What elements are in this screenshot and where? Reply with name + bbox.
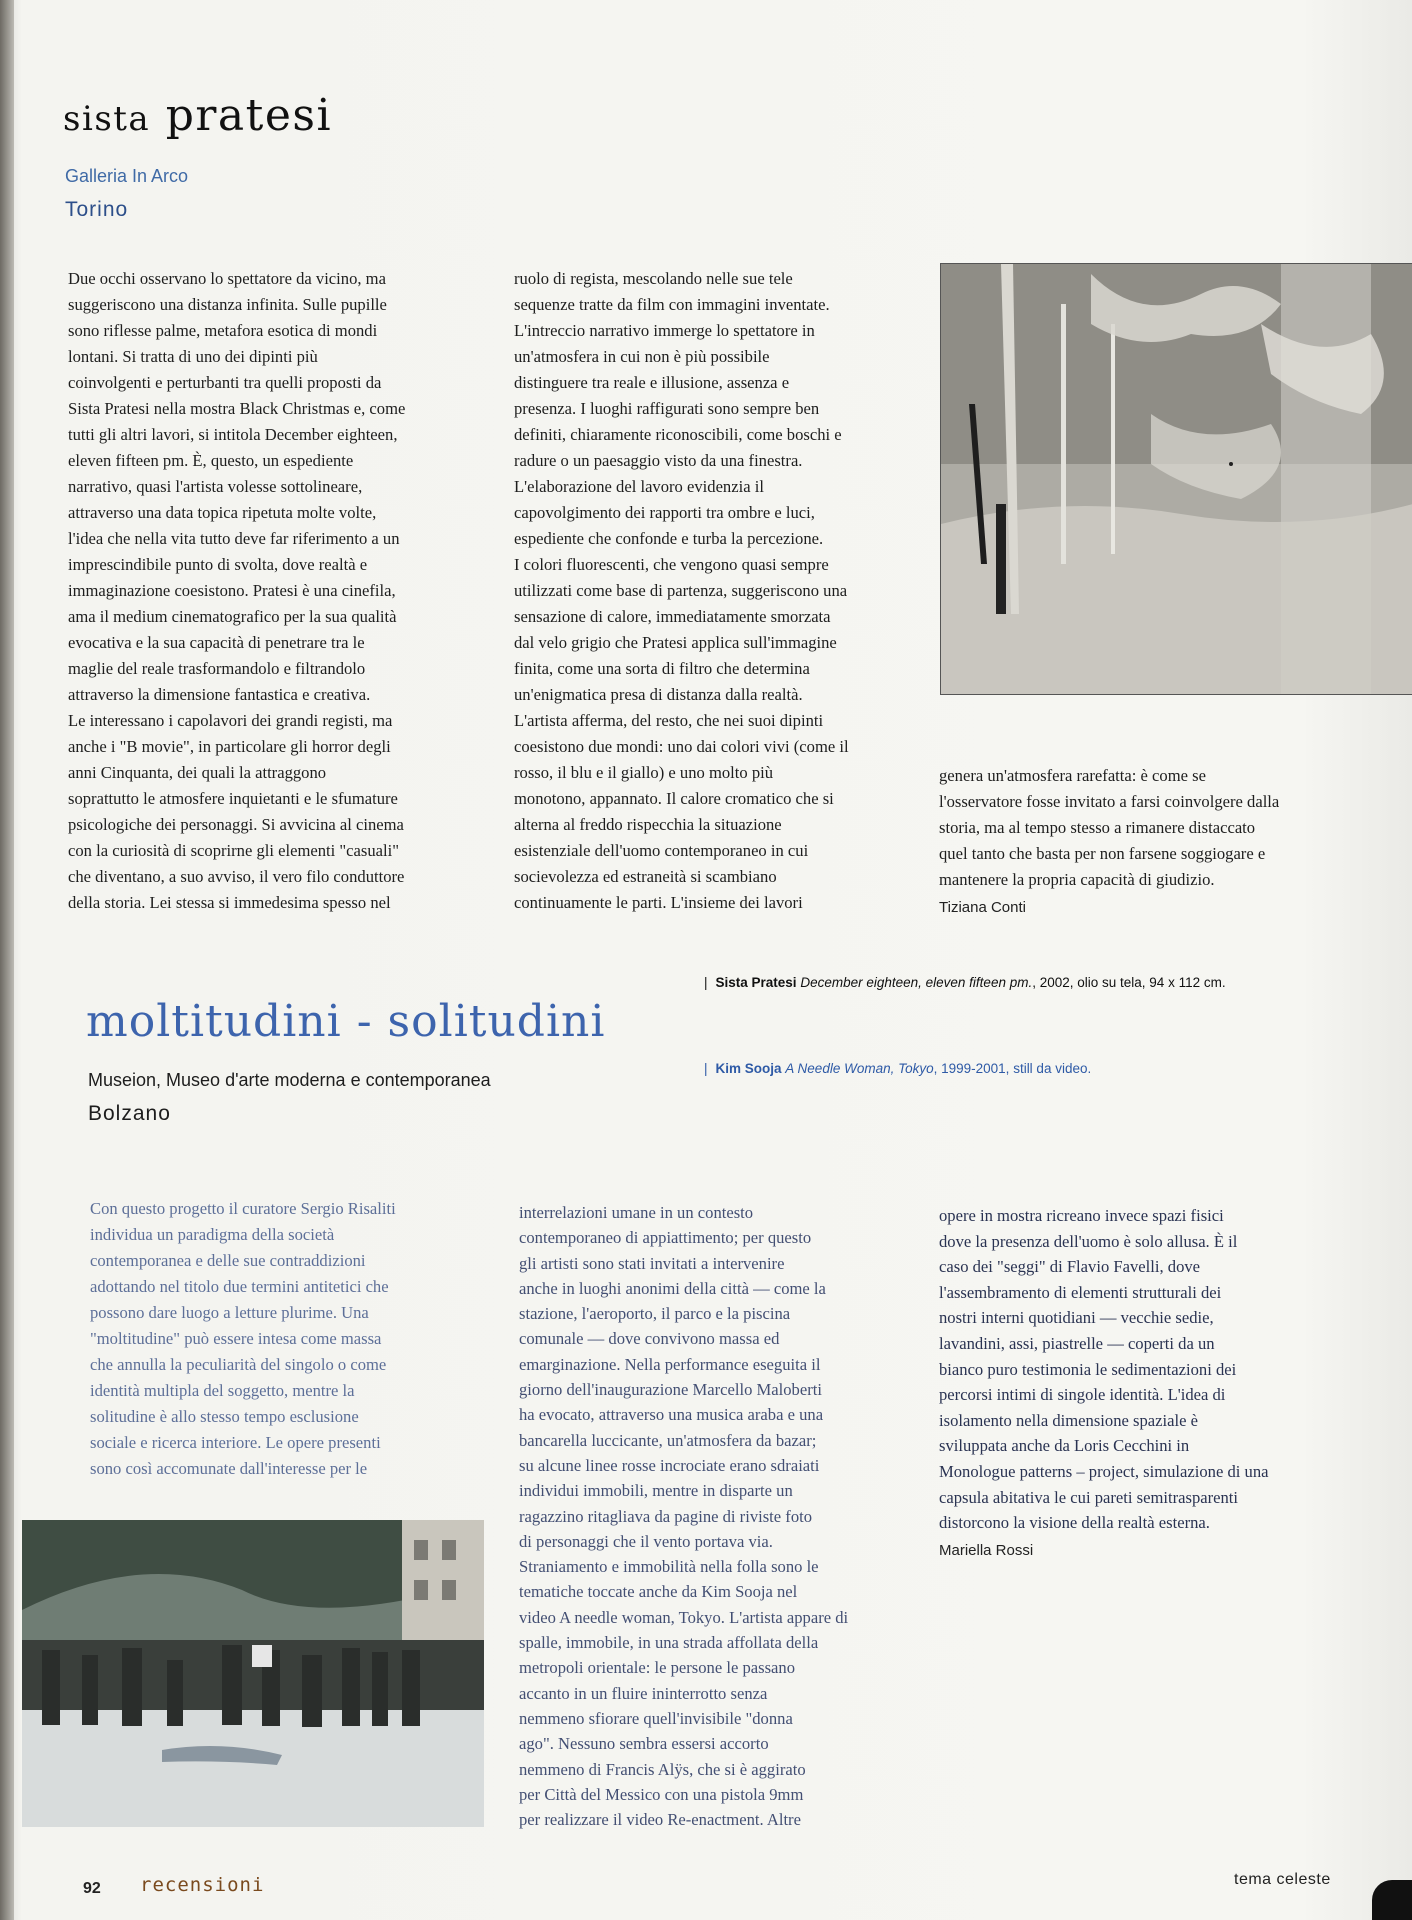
text-line: sensazione di calore, immediatamente smorzata	[514, 607, 831, 626]
text-line: distinguere tra reale e illusione, assenza e	[514, 373, 790, 392]
article2-image-caption	[704, 1061, 1091, 1076]
text-line: nemmeno di Francis Alÿs, che si è aggirato	[519, 1759, 806, 1779]
text-line: interrelazioni umane in un contesto	[519, 1203, 754, 1222]
text-line: che diventano, a suo avviso, il vero filo conduttore	[68, 867, 405, 886]
text-line: monotono, appannato. Il calore cromatico che si	[514, 789, 834, 808]
text-line: ragazzino ritagliava da pagine di riviste foto	[519, 1506, 813, 1526]
text-line: su alcune linee rosse incrociate erano sdraiati	[519, 1455, 820, 1475]
text-line: dove la presenza dell'uomo è solo allusa. È il	[939, 1231, 1238, 1251]
text-line: Straniamento e immobilità nella folla sono le	[519, 1557, 819, 1577]
text-line: Sista Pratesi nella mostra Black Christmas e, come	[68, 399, 406, 418]
text-line: radure o un paesaggio visto da una finestra.	[514, 451, 803, 470]
text-line: video A needle woman, Tokyo. L'artista appare di	[519, 1607, 849, 1627]
text-line: di personaggi che il vento portava via.	[519, 1531, 773, 1551]
text-line: coesistono due mondi: uno dai colori vivi (come il	[514, 737, 849, 756]
article1-author: Tiziana Conti	[939, 899, 1026, 916]
text-line: Con questo progetto il curatore Sergio Risaliti	[90, 1199, 396, 1218]
page-spine-shadow	[0, 0, 14, 1920]
text-line: finita, come una sorta di filtro che determina	[514, 659, 810, 678]
article1-column-1	[68, 266, 480, 916]
text-line: espediente che confonde e turba la percezione.	[514, 529, 824, 548]
text-line: possono dare luogo a letture plurime. Una	[90, 1303, 369, 1322]
text-line: anche in luoghi anonimi della città — come la	[519, 1278, 826, 1298]
text-line: metropoli orientale: le persone le passano	[519, 1658, 796, 1678]
text-line: "moltitudine" può essere intesa come massa	[90, 1329, 382, 1348]
text-line: stazione, l'aeroporto, il parco e la piscina	[519, 1304, 791, 1324]
text-line: alterna al freddo rispecchia la situazione	[514, 815, 782, 834]
article2-title: moltitudini - solitudini	[86, 996, 606, 1047]
article1-column-2	[514, 266, 906, 916]
text-line: percorsi intimi di singole identità. L'idea di	[939, 1385, 1226, 1405]
caption-artist: Sista Pratesi	[715, 975, 797, 990]
caption-details: , 2002, olio su tela, 94 x 112 cm.	[1032, 975, 1226, 990]
text-line: anche i "B movie", in particolare gli horror degli	[68, 737, 391, 756]
text-line: nostri interni quotidiani — vecchie sedie,	[939, 1308, 1214, 1328]
text-line: per Città del Messico con una pistola 9mm	[519, 1784, 804, 1804]
text-line: identità multipla del soggetto, mentre la	[90, 1381, 355, 1400]
text-line: l'osservatore fosse invitato a farsi coinvolgere dalla	[939, 792, 1280, 811]
text-line: accanto in un fluire ininterrotto senza	[519, 1683, 768, 1703]
article1-title	[63, 90, 332, 141]
text-line: opere in mostra ricreano invece spazi fisici	[939, 1206, 1224, 1225]
text-line: sono riflesse palme, metafora esotica di mondi	[68, 321, 378, 340]
text-line: definiti, chiaramente riconoscibili, come boschi e	[514, 425, 842, 444]
text-line: mantenere la propria capacità di giudizio.	[939, 870, 1215, 889]
article1-column-3	[939, 763, 1349, 921]
caption-work-title: December eighteen, eleven fifteen pm.	[800, 975, 1033, 990]
text-line: narrativo, quasi l'artista volesse sottolineare,	[68, 477, 363, 496]
text-line: caso dei "seggi" di Flavio Favelli, dove	[939, 1257, 1201, 1277]
article1-city: Torino	[65, 198, 129, 221]
text-line: giorno dell'inaugurazione Marcello Maloberti	[519, 1380, 822, 1400]
text-line: rosso, il blu e il giallo) e uno molto più	[514, 763, 774, 782]
text-line: evocativa e la sua capacità di penetrare tra le	[68, 633, 365, 652]
text-line: Due occhi osservano lo spettatore da vicino, ma	[68, 269, 386, 288]
text-line: bancarella luccicante, un'atmosfera da bazar;	[519, 1430, 817, 1450]
article2-column-1	[90, 1196, 485, 1482]
text-line: dal velo grigio che Pratesi applica sull'immagine	[514, 633, 837, 652]
magazine-name: tema celeste	[1234, 1871, 1331, 1888]
crowd-photo-illustration	[22, 1520, 484, 1827]
article2-city: Bolzano	[88, 1102, 171, 1125]
text-line: capsula abitativa le cui pareti semitrasparenti	[939, 1487, 1239, 1507]
text-line: un'atmosfera in cui non è più possibile	[514, 347, 770, 366]
text-line: individui immobili, mentre in disparte un	[519, 1481, 793, 1501]
performance-photo	[22, 1520, 484, 1827]
text-line: storia, ma al tempo stesso a rimanere distaccato	[939, 818, 1256, 837]
caption-details: , 1999-2001, still da video.	[933, 1061, 1092, 1076]
text-line: sono così accomunate dall'interesse per le	[90, 1459, 368, 1478]
forest-illustration	[941, 264, 1412, 694]
text-line: socievolezza ed estraneità si scambiano	[514, 867, 777, 886]
corner-tab-shape	[1372, 1880, 1412, 1920]
text-line: L'intreccio narrativo immerge lo spettatore in	[514, 321, 815, 340]
text-line: l'assembramento di elementi strutturali dei	[939, 1282, 1222, 1302]
caption-work-title: A Needle Woman, Tokyo	[785, 1061, 934, 1076]
text-line: Le interessano i capolavori dei grandi registi, ma	[68, 711, 393, 730]
article1-title-last: pratesi	[165, 90, 333, 141]
text-line: psicologiche dei personaggi. Si avvicina al cinema	[68, 815, 404, 834]
text-line: bianco puro testimonia le sedimentazioni dei	[939, 1359, 1237, 1379]
article1-title-first: sista	[63, 99, 151, 139]
text-line: presenza. I luoghi raffigurati sono sempre ben	[514, 399, 820, 418]
article2-author: Mariella Rossi	[939, 1541, 1034, 1559]
text-line: lontani. Si tratta di uno dei dipinti più	[68, 347, 318, 366]
text-line: ago". Nessuno sembra essersi accorto	[519, 1734, 769, 1754]
text-line: tematiche toccate anche da Kim Sooja nel	[519, 1582, 798, 1602]
text-line: emarginazione. Nella performance eseguita il	[519, 1354, 821, 1374]
text-line: suggeriscono una distanza infinita. Sulle pupille	[68, 295, 387, 314]
caption-artist: Kim Sooja	[715, 1061, 782, 1076]
text-line: nemmeno sfiorare quell'invisibile "donna	[519, 1708, 793, 1728]
caption-bar: |	[704, 975, 708, 990]
text-line: continuamente le parti. L'insieme dei lavori	[514, 893, 803, 912]
text-line: contemporaneo di appiattimento; per questo	[519, 1228, 812, 1248]
text-line: adottando nel titolo due termini antitetici che	[90, 1277, 389, 1296]
text-line: L'elaborazione del lavoro evidenzia il	[514, 477, 764, 496]
text-line: sviluppata anche da Loris Cecchini in	[939, 1436, 1190, 1456]
text-line: contemporanea e delle sue contraddizioni	[90, 1251, 366, 1270]
text-line: eleven fifteen pm. È, questo, un espediente	[68, 451, 354, 470]
article2-column-3	[939, 1203, 1349, 1563]
text-line: distorcono la visione della realtà esterna.	[939, 1513, 1210, 1533]
article2-venue: Museion, Museo d'arte moderna e contemporanea	[88, 1070, 491, 1090]
article2-column-2	[519, 1200, 911, 1832]
article1-image-caption	[704, 975, 1226, 990]
text-line: anni Cinquanta, dei quali la attraggono	[68, 763, 327, 782]
text-line: l'idea che nella vita tutto deve far riferimento a un	[68, 529, 400, 548]
text-line: ha evocato, attraverso una musica araba e una	[519, 1405, 824, 1425]
text-line: immaginazione coesistono. Pratesi è una cinefila,	[68, 581, 396, 600]
text-line: esistenziale dell'uomo contemporaneo in cui	[514, 841, 809, 860]
text-line: un'enigmatica presa di distanza dalla realtà.	[514, 685, 803, 704]
text-line: genera un'atmosfera rarefatta: è come se	[939, 766, 1206, 785]
text-line: con la curiosità di scoprirne gli elementi "casuali"	[68, 841, 400, 860]
text-line: utilizzati come base di partenza, suggeriscono una	[514, 581, 848, 600]
text-line: attraverso una data topica ripetuta molte volte,	[68, 503, 377, 522]
text-line: gli artisti sono stati invitati a intervenire	[519, 1253, 785, 1273]
text-line: sequenze tratte da film con immagini inventate.	[514, 295, 830, 314]
text-line: comunale — dove convivono massa ed	[519, 1329, 780, 1349]
text-line: tutti gli altri lavori, si intitola December eighteen,	[68, 425, 398, 444]
text-line: soprattutto le atmosfere inquietanti e le sfumature	[68, 789, 398, 808]
text-line: Monologue patterns – project, simulazione di una	[939, 1461, 1269, 1481]
text-line: per realizzare il video Re-enactment. Altre	[519, 1810, 801, 1830]
text-line: attraverso la dimensione fantastica e creativa.	[68, 685, 371, 704]
painting-forest-image	[940, 263, 1412, 695]
text-line: ama il medium cinematografico per la sua qualità	[68, 607, 397, 626]
text-line: coinvolgenti e perturbanti tra quelli proposti da	[68, 373, 382, 392]
text-line: lavandini, assi, piastrelle — coperti da un	[939, 1333, 1215, 1353]
section-label: recensioni	[140, 1874, 265, 1896]
article1-venue: Galleria In Arco	[65, 166, 189, 186]
text-line: solitudine è allo stesso tempo esclusione	[90, 1407, 359, 1426]
text-line: della storia. Lei stessa si immedesima spesso nel	[68, 893, 391, 912]
caption-bar: |	[704, 1061, 708, 1076]
page-number: 92	[83, 1880, 101, 1897]
text-line: quel tanto che basta per non farsene soggiogare e	[939, 844, 1266, 863]
text-line: spalle, immobile, in una strada affollata della	[519, 1633, 819, 1653]
text-line: ruolo di regista, mescolando nelle sue tele	[514, 269, 793, 288]
text-line: imprescindibile punto di svolta, dove realtà e	[68, 555, 368, 574]
text-line: maglie del reale trasformandolo e filtrandolo	[68, 659, 366, 678]
text-line: L'artista afferma, del resto, che nei suoi dipinti	[514, 711, 824, 730]
text-line: capovolgimento dei rapporti tra ombre e luci,	[514, 503, 815, 522]
text-line: che annulla la peculiarità del singolo o come	[90, 1355, 387, 1374]
text-line: sociale e ricerca interiore. Le opere presenti	[90, 1433, 381, 1452]
text-line: isolamento nella dimensione spaziale è	[939, 1410, 1198, 1430]
text-line: individua un paradigma della società	[90, 1225, 335, 1244]
text-line: I colori fluorescenti, che vengono quasi sempre	[514, 555, 829, 574]
